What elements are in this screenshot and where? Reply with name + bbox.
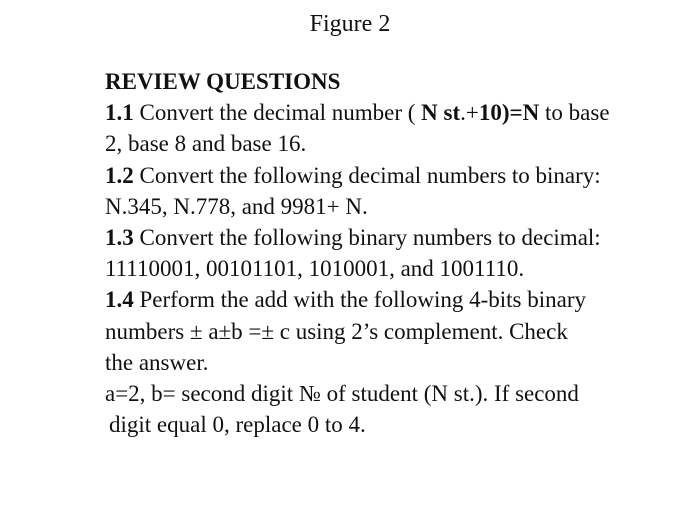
question-1-4-line-3: the answer. [105, 349, 209, 375]
question-number: 1.1 [105, 100, 134, 126]
question-bold-term: 10)=N [478, 100, 540, 126]
section-heading: REVIEW QUESTIONS [105, 69, 341, 94]
question-number: 1.2 [105, 162, 134, 188]
question-1-2-line-2: N.345, N.778, and 9981+ N. [105, 193, 368, 219]
question-text: Convert the following decimal numbers to binary: [133, 162, 601, 188]
question-1-4-line-1 [105, 284, 690, 315]
question-1-1-line-1 [105, 97, 690, 128]
question-bold-term: N st [421, 100, 461, 126]
figure-title: Figure 2 [309, 11, 391, 37]
note-line-2: digit equal 0, replace 0 to 4. [109, 412, 366, 438]
note-line-1: a=2, b= second digit № of student (N st.). If second [105, 381, 579, 407]
question-text: to base [539, 100, 610, 126]
question-1-2-line-1 [105, 160, 690, 191]
question-text: Perform the add with the following 4-bits binary [133, 287, 587, 313]
question-1-4-line-2: numbers ± a±b =± c using 2’s complement. Check [105, 318, 568, 344]
question-1-1-line-2: 2, base 8 and base 16. [105, 131, 307, 157]
question-text: Convert the decimal number ( [133, 100, 422, 126]
question-1-3-line-2: 11110001, 00101101, 1010001, and 1001110. [105, 256, 525, 282]
question-number: 1.3 [105, 225, 134, 251]
question-text: Convert the following binary numbers to decimal: [133, 225, 601, 251]
question-text: .+ [460, 100, 479, 126]
review-questions [105, 66, 690, 440]
question-number: 1.4 [105, 287, 134, 313]
question-1-3-line-1 [105, 222, 690, 253]
